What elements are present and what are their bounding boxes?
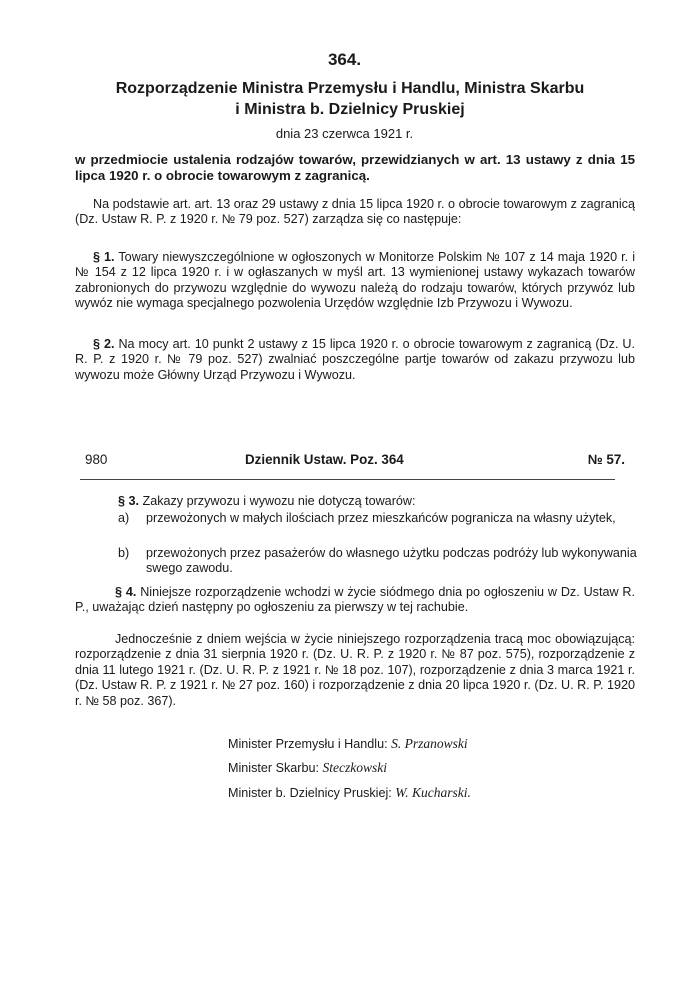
regulation-subject: w przedmiocie ustalenia rodzajów towarów, przewidzianych w art. 13 ustawy z dnia 15 lipca 1920 r. o obrocie towarowym z zagranicą. xyxy=(75,152,635,183)
list-item-b-mark: b) xyxy=(118,546,130,560)
section-3-mark: § 3. xyxy=(118,494,140,508)
section-3-text: Zakazy przywozu i wywozu nie dotyczą towarów: xyxy=(142,494,416,508)
section-1-text: Towary niewyszczególnione w ogłoszonych w Monitorze Polskim № 107 z 14 maja 1920 r. i № 154 z 12 lipca 1920 r. i w ogłaszanych w myśl art. 13 wymienionej ustawy wykazach towarów zabronionych do przywozu względnie do wywozu należą do rodzaju towarów, których przywóz lub wywóz nie wymaga specjalnego pozwolenia Urzędów względnie Izb Przywozu i Wywozu. xyxy=(75,250,635,311)
regulation-date: dnia 23 czerwca 1921 r. xyxy=(275,126,414,141)
signature-1-name: S. Przanowski xyxy=(391,736,468,751)
title-line-2: i Ministra b. Dzielnicy Pruskiej xyxy=(235,101,465,118)
section-4-mark: § 4. xyxy=(115,585,137,599)
header-rule xyxy=(80,479,615,480)
signature-2-name: Steczkowski xyxy=(322,760,387,775)
list-item-a-text: przewożonych w małych ilościach przez mieszkańców pogranicza na własny użytek, xyxy=(146,511,616,525)
repeal-paragraph xyxy=(75,632,635,709)
signature-3-role: Minister b. Dzielnicy Pruskiej: xyxy=(228,786,392,800)
signature-2 xyxy=(228,760,387,776)
section-1-mark: § 1. xyxy=(93,250,115,264)
issue-number: № 57. xyxy=(587,452,625,467)
section-2-text: Na mocy art. 10 punkt 2 ustawy z 15 lipca 1920 r. o obrocie towarowym z zagranicą (Dz. U. R. P. z 1920 r. № 79 poz. 527) zwalniać poszczególne partje towarów od zakazu przywozu lub wywozu może Główny Urząd Przywozu i Wywozu. xyxy=(75,337,636,382)
signature-1 xyxy=(228,736,468,752)
journal-title: Dziennik Ustaw. Poz. 364 xyxy=(245,452,404,467)
list-item-b xyxy=(118,546,638,577)
section-4 xyxy=(75,585,635,616)
item-number: 364. xyxy=(327,50,362,69)
regulation-title xyxy=(60,78,640,120)
signature-2-role: Minister Skarbu: xyxy=(228,761,319,775)
signature-3 xyxy=(228,785,471,801)
section-2-mark: § 2. xyxy=(93,337,115,351)
signature-1-role: Minister Przemysłu i Handlu: xyxy=(228,737,388,751)
list-item-a xyxy=(118,511,638,526)
list-item-b-text: przewożonych przez pasażerów do własnego użytku podczas podróży lub wykonywania swego zawodu. xyxy=(146,546,637,576)
section-3 xyxy=(118,494,638,509)
section-1 xyxy=(75,250,635,312)
signature-3-name: W. Kucharski. xyxy=(395,785,471,800)
page-number: 980 xyxy=(85,452,108,467)
title-line-1: Rozporządzenie Ministra Przemysłu i Handlu, Ministra Skarbu xyxy=(115,80,585,97)
intro-text: Na podstawie art. art. 13 oraz 29 ustawy z dnia 15 lipca 1920 r. o obrocie towarowym z zagranicą (Dz. Ustaw R. P. z 1920 r. № 79 poz. 527) zarządza się co następuje: xyxy=(75,197,635,227)
intro-paragraph xyxy=(75,197,635,228)
repeal-text: Jednocześnie z dniem wejścia w życie niniejszego rozporządzenia tracą moc obowiązującą: rozporządzenie z dnia 31 sierpnia 1920 r. (Dz. U. R. P. z 1920 r. № 87 poz. 575), rozporządzenie z dnia 11 lutego 1921 r. (Dz. U. R. P. z 1921 r. № 18 poz. 107), rozporządzenie z dnia 3 marca 1921 r. (Dz. Ustaw R. P. z 1921 r. № 27 poz. 160) i rozporządzenie z dnia 20 lipca 1920 r. (Dz. U. R. P. 1920 r. № 58 poz. 367). xyxy=(75,632,635,708)
section-2 xyxy=(75,337,635,383)
section-4-text: Niniejsze rozporządzenie wchodzi w życie siódmego dnia po ogłoszeniu w Dz. Ustaw R. P., uważając dzień następny po ogłoszeniu za pierwszy w tej rachubie. xyxy=(75,585,635,615)
list-item-a-mark: a) xyxy=(118,511,130,525)
